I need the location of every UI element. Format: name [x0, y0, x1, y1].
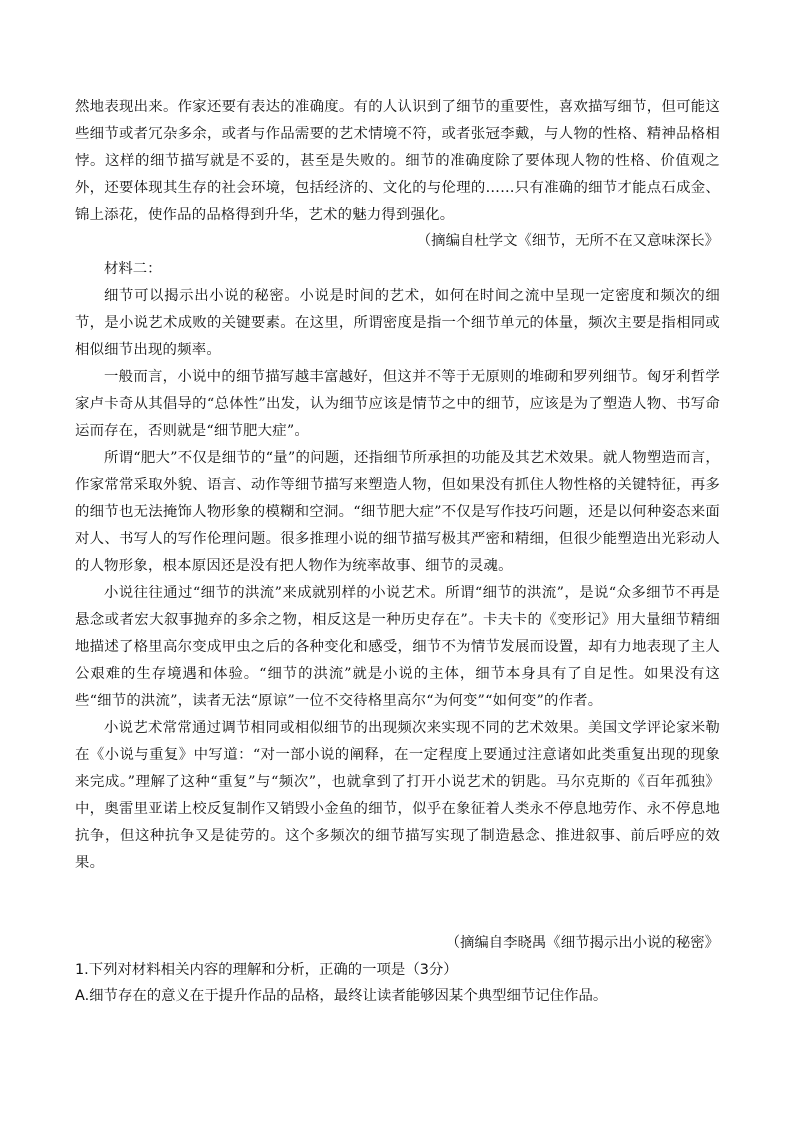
material2-paragraph-4: 小说往往通过“细节的洪流”来成就别样的小说艺术。所谓“细节的洪流”，是说“众多细节不再是悬念或者宏大叙事抛弃的多余之物，相反这是一种历史存在”。卡夫卡的《变形记》用大量细节精细地描述了格里高尔变成甲虫之后的各种变化和感受，细节不为情节发展而设置，却有力地表现了主人公艰难的生存境遇和体验。“细节的洪流”就是小说的主体，细节本身具有了自足性。如果没有这些“细节的洪流”，读者无法“原谅”一位不交待格里高尔“为何变”“如何变”的作者。	[75, 585, 720, 709]
material2-heading: 材料二：	[104, 261, 162, 277]
question-1-stem: 1.下列对材料相关内容的理解和分析，正确的一项是（3分）	[75, 962, 458, 978]
material2-source: （摘编自李晓禺《细节揭示出小说的秘密》	[445, 935, 719, 951]
material2-paragraph-3: 所谓“肥大”不仅是细节的“量”的问题，还指细节所承担的功能及其艺术效果。就人物塑造而言，作家常常采取外貌、语言、动作等细节描写来塑造人物，但如果没有抓住人物性格的关键特征，再多的细节也无法掩饰人物形象的模糊和空洞。“细节肥大症”不仅是写作技巧问题，还是以何种姿态来面对人、书写人的写作伦理问题。很多推理小说的细节描写极其严密和精细，但很少能塑造出光彩动人的人物形象，根本原因还是没有把人物作为统率故事、细节的灵魂。	[75, 450, 720, 574]
material1-paragraph-block	[75, 94, 720, 229]
material1-source: （摘编自杜学文《细节，无所不在又意味深长》	[416, 233, 719, 249]
question-1-option-a: A.细节存在的意义在于提升作品的品格，最终让读者能够因某个典型细节记住作品。	[75, 988, 608, 1004]
material1-paragraph: 然地表现出来。作家还要有表达的准确度。有的人认识到了细节的重要性，喜欢描写细节，但可能这些细节或者冗杂多余，或者与作品需要的艺术情境不符，或者张冠李戴，与人物的性格、精神品格相悖。这样的细节描写就是不妥的，甚至是失败的。细节的准确度除了要体现人物的性格、价值观之外，还要体现其生存的社会环境，包括经济的、文化的与伦理的……只有准确的细节才能点石成金、锦上添花，使作品的品格得到升华，艺术的魅力得到强化。	[75, 99, 720, 223]
material2-paragraph-1: 细节可以揭示出小说的秘密。小说是时间的艺术，如何在时间之流中呈现一定密度和频次的细节，是小说艺术成败的关键要素。在这里，所谓密度是指一个细节单元的体量，频次主要是指相同或相似细节出现的频率。	[75, 288, 720, 358]
material2-paragraph-2: 一般而言，小说中的细节描写越丰富越好，但这并不等于无原则的堆砌和罗列细节。匈牙利哲学家卢卡奇从其倡导的“总体性”出发，认为细节应该是情节之中的细节，应该是为了塑造人物、书写命运而存在，否则就是“细节肥大症”。	[75, 369, 720, 439]
material2-paragraph-5: 小说艺术常常通过调节相同或相似细节的出现频次来实现不同的艺术效果。美国文学评论家米勒在《小说与重复》中写道：“对一部小说的阐释，在一定程度上要通过注意诸如此类重复出现的现象来完成。”理解了这种“重复”与“频次”，也就拿到了打开小说艺术的钥匙。马尔克斯的《百年孤独》中，奥雷里亚诺上校反复制作又销毁小金鱼的细节，似乎在象征着人类永不停息地劳作、永不停息地抗争，但这种抗争又是徒劳的。这个多频次的细节描写实现了制造悬念、推进叙事、前后呼应的效果。	[75, 720, 720, 871]
material2-body	[75, 283, 720, 877]
